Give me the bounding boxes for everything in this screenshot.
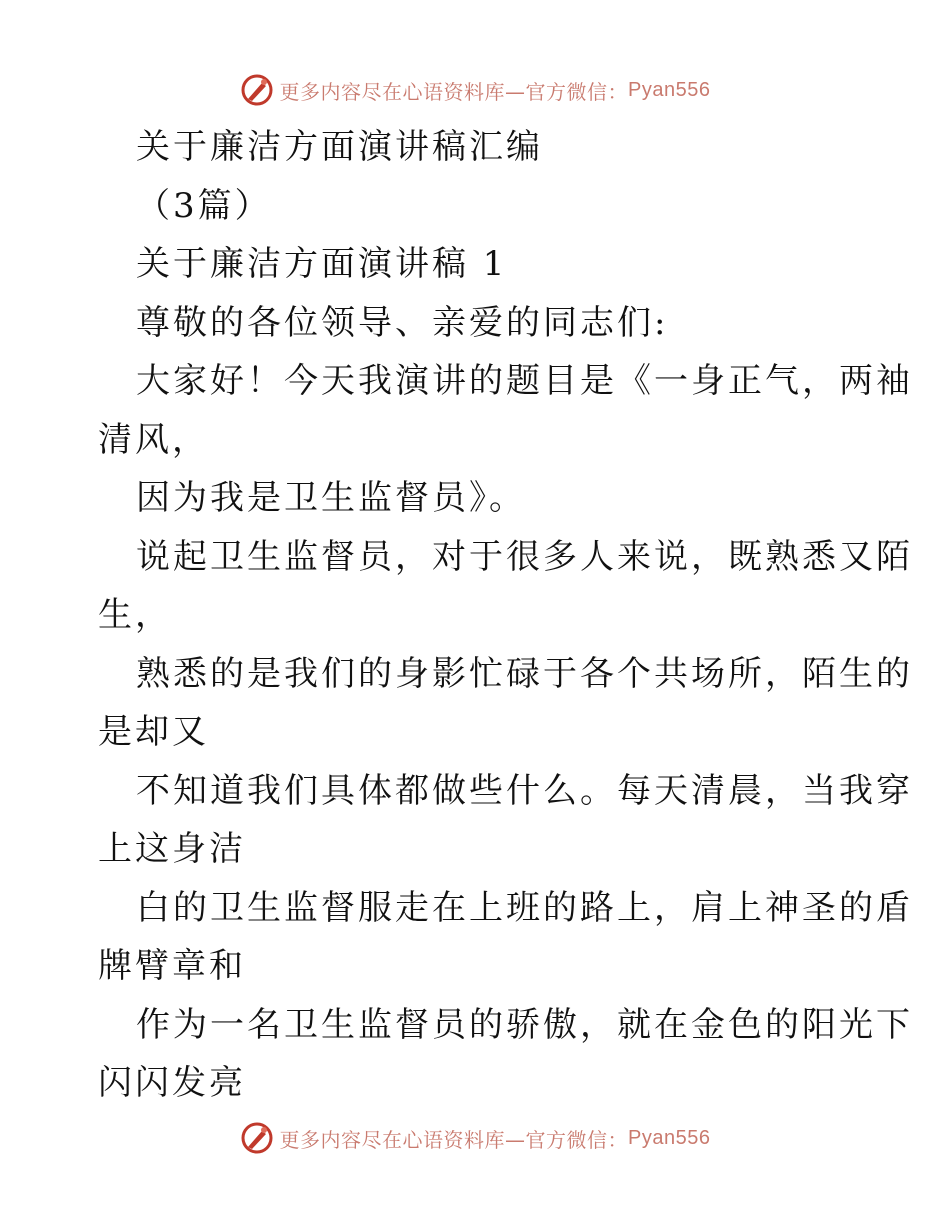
header-account: Pyan556	[628, 78, 711, 101]
text-line: 作为一名卫生监督员的骄傲，就在金色的阳光下	[136, 1004, 913, 1045]
text-line: 牌臂章和	[98, 946, 246, 986]
text-line: 生，	[98, 595, 172, 635]
text-line: 上这身洁	[98, 829, 246, 869]
text-line: 熟悉的是我们的身影忙碌于各个共场所，陌生的	[136, 653, 913, 694]
text-line: 闪闪发亮	[98, 1063, 246, 1103]
header-text: 更多内容尽在心语资料库—官方微信：	[279, 79, 629, 104]
text-line: 清风，	[98, 419, 209, 460]
section-title: 关于廉洁方面演讲稿 1	[136, 244, 508, 284]
text-line: 因为我是卫生监督员》。	[136, 478, 526, 518]
text-line: 白的卫生监督服走在上班的路上，肩上神圣的盾	[136, 887, 913, 928]
footer-banner	[0, 1118, 950, 1158]
document-body	[98, 118, 913, 1113]
text-line: 大家好！今天我演讲的题目是《一身正气，两袖	[136, 361, 913, 401]
text-line: 说起卫生监督员，对于很多人来说，既熟悉又陌	[136, 536, 913, 577]
pen-circle-logo-icon	[240, 73, 274, 107]
pen-circle-logo-icon	[240, 1121, 274, 1155]
document-count: （3篇）	[136, 185, 272, 226]
text-line: 是却又	[98, 712, 209, 752]
document-title: 关于廉洁方面演讲稿汇编	[136, 127, 543, 167]
text-line: 不知道我们具体都做些什么。每天清晨，当我穿	[136, 770, 913, 811]
footer-account: Pyan556	[628, 1126, 711, 1149]
text-line: 尊敬的各位领导、亲爱的同志们:	[136, 302, 669, 343]
footer-text: 更多内容尽在心语资料库—官方微信：	[279, 1127, 629, 1152]
document-lines	[98, 294, 913, 1113]
header-banner	[0, 70, 950, 110]
